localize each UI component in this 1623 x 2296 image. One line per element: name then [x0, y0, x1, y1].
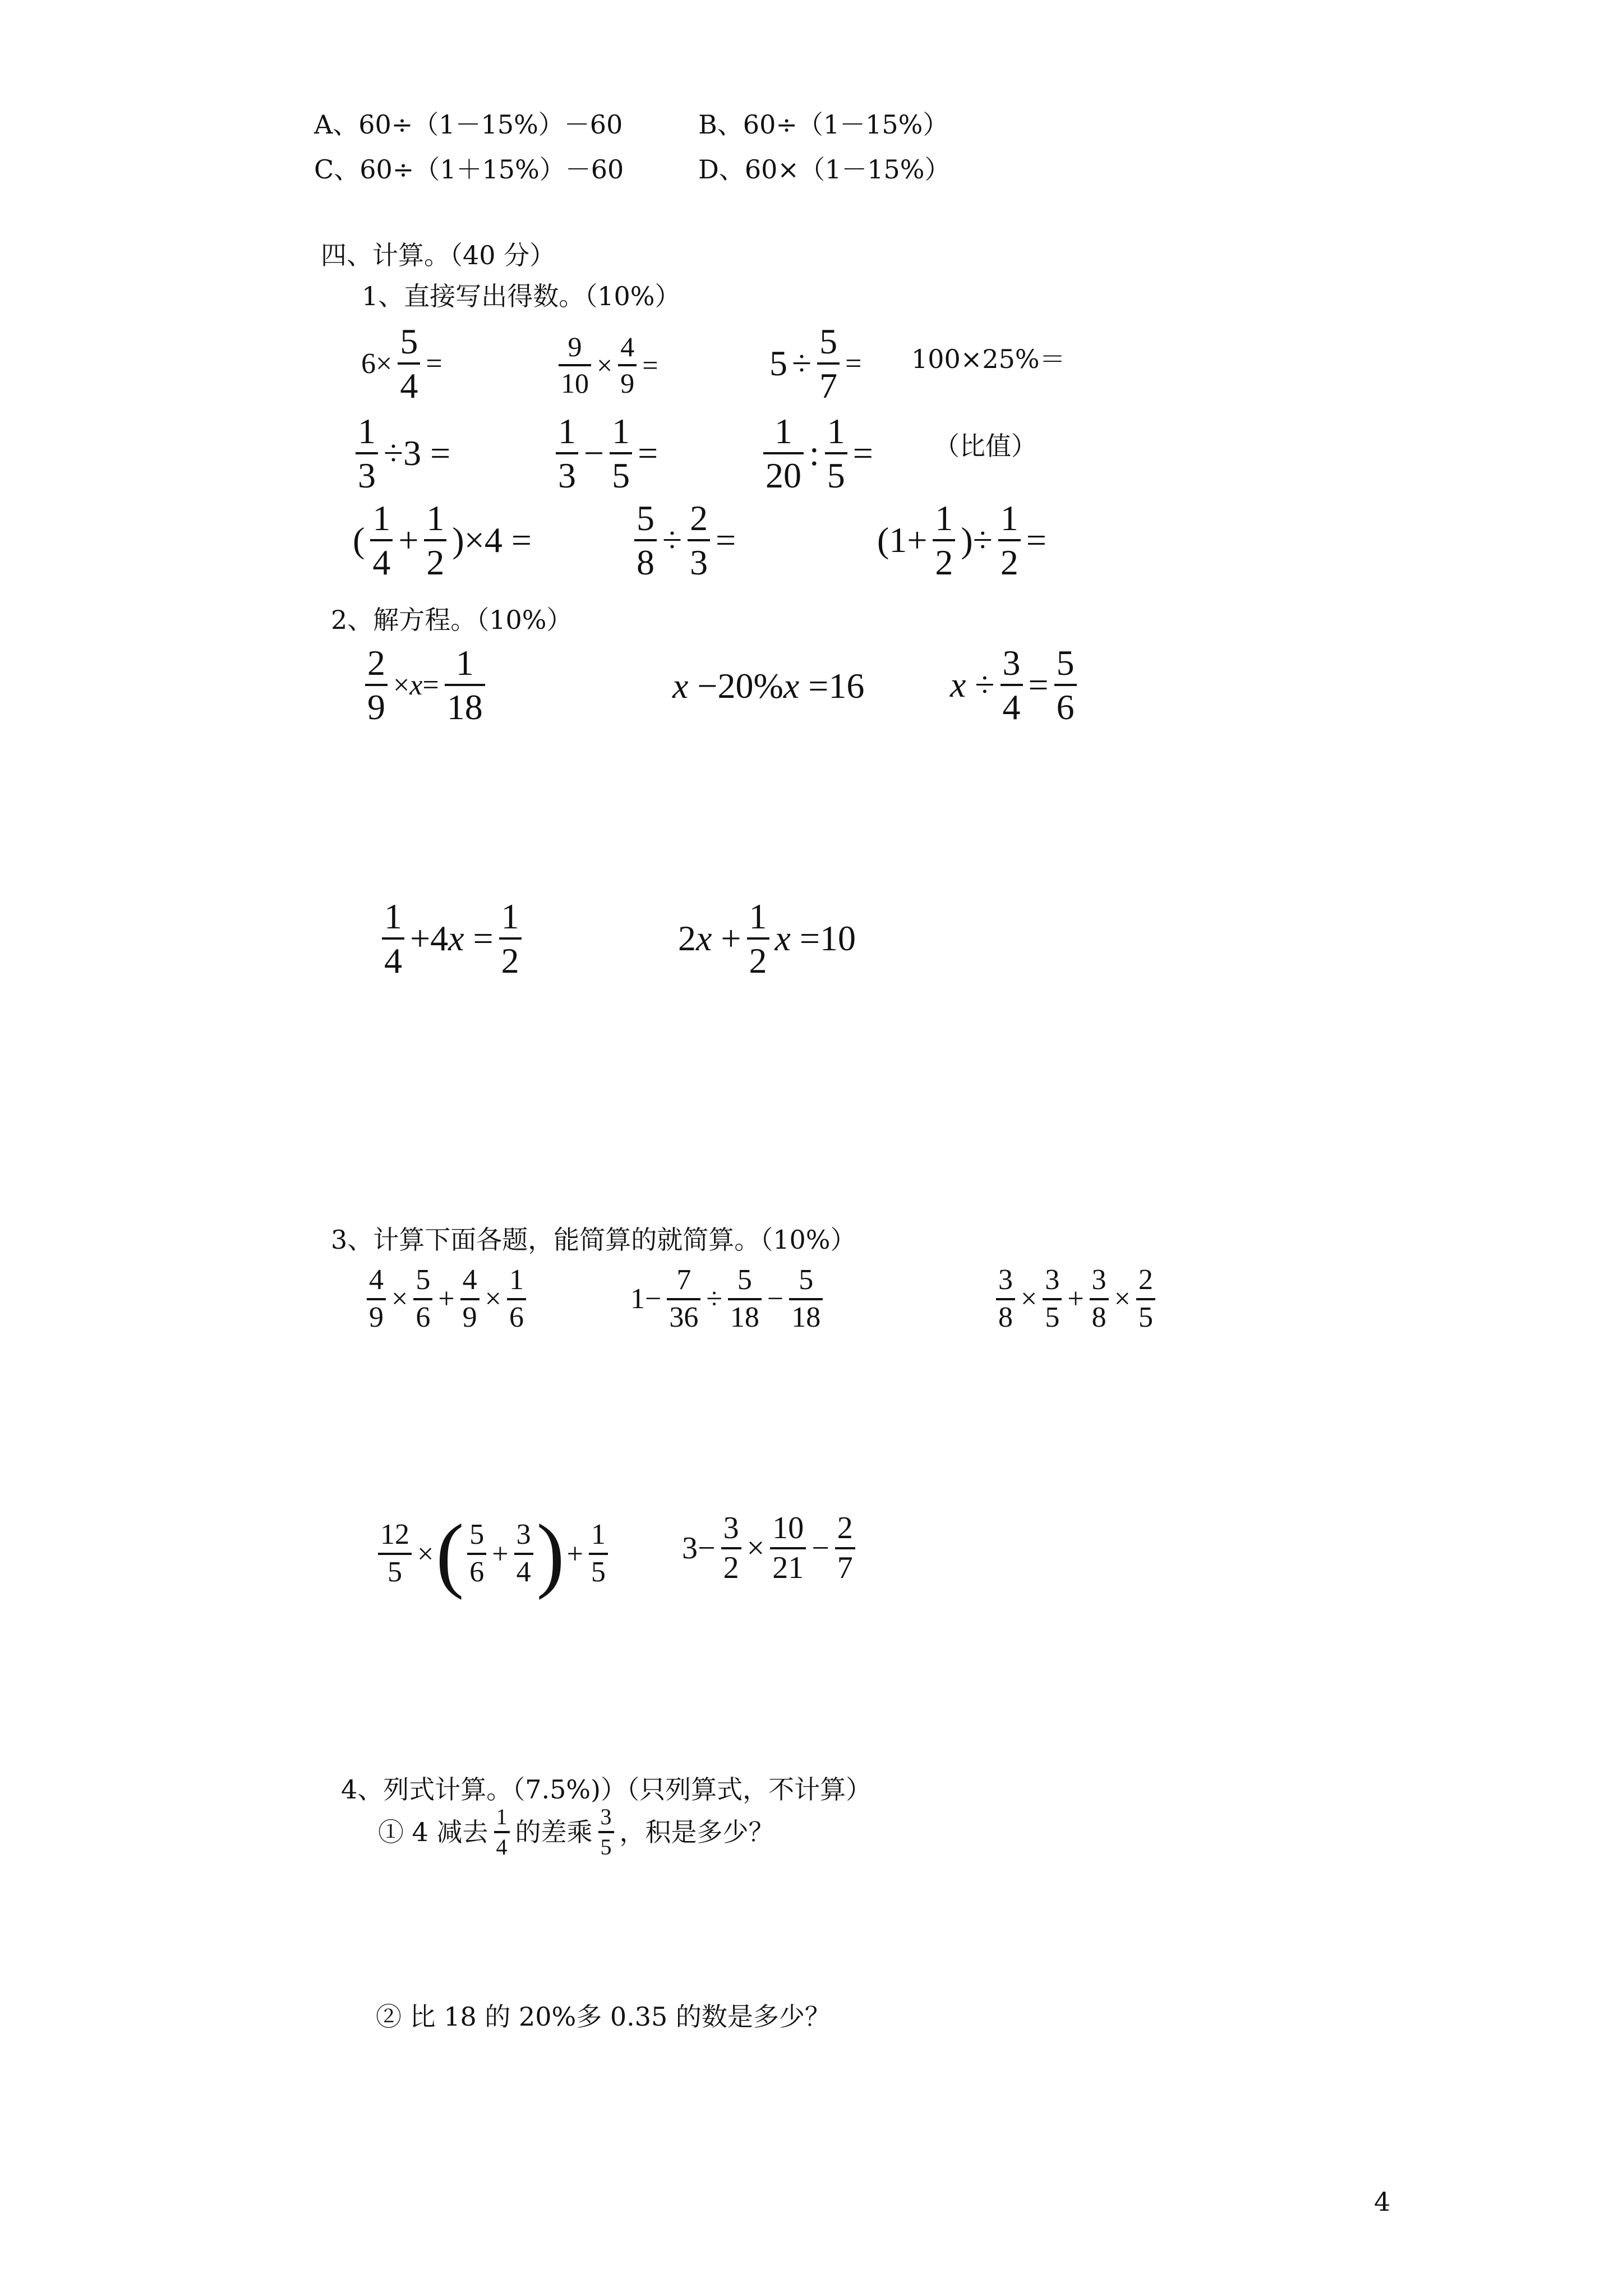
q2-eq-3: x ÷ $\frac{3}{4}$ = $\frac{5}{6}$ — [948, 644, 1080, 726]
q2-title: 2、解方程。（10%） — [331, 605, 573, 635]
q1-expr-9: $\frac{5}{8}$ ÷ $\frac{2}{3}$ = — [631, 499, 738, 581]
q1-expr-6: $\frac{1}{3}$ − $\frac{1}{5}$ = — [552, 412, 660, 494]
q1-title: 1、直接写出得数。（10%） — [362, 281, 681, 311]
q2-eq-2: x −20%x =16 — [672, 666, 865, 706]
choice-a: A、60÷（1－15%）－60 — [314, 109, 623, 140]
q1-note-ratio: （比值） — [934, 431, 1037, 461]
q1-expr-10: (1+ $\frac{1}{2}$ )÷ $\frac{1}{2}$ = — [877, 498, 1046, 583]
q1-expr-1: 6× $\frac{5}{4}$ = — [361, 321, 442, 406]
q1-expr-3: 5 ÷ $\frac{5}{7}$ = — [769, 321, 862, 406]
q4-title: 4、列式计算。（7.5%)）（只列算式，不计算） — [341, 1774, 872, 1805]
q3-expr-2: 1− $\frac{7}{36}$ ÷ $\frac{5}{18}$ − $\frac{5}{18}$ — [628, 1265, 826, 1333]
q3-expr-1: $\frac{4}{9}$ × $\frac{5}{6}$ + $\frac{4}{9}$ × $\frac{1}{6}$ — [363, 1265, 529, 1333]
q1-expr-7: $\frac{1}{20}$ : $\frac{1}{5}$ = — [760, 412, 875, 494]
section-title: 四、计算。（40 分） — [321, 240, 556, 270]
q3-expr-5: 3− $\frac{3}{2}$ × $\frac{10}{21}$ − $\frac{2}{7}$ — [680, 1512, 859, 1585]
q2-eq-4: $\frac{1}{4}$ +4x = $\frac{1}{2}$ — [379, 898, 525, 979]
q4-item1-mid: 的差乘 — [515, 1817, 593, 1847]
page-number: 4 — [1374, 2187, 1391, 2217]
q1-expr-5: $\frac{1}{3}$ ÷3 = — [352, 412, 453, 494]
q2-eq-5: 2x + $\frac{1}{2}$ x =10 — [678, 896, 856, 981]
q4-item-1: ① 4 减去 $\frac{1}{4}$ 的差乘 $\frac{3}{5}$ ，积是多少？ — [378, 1804, 774, 1860]
q3-expr-4: $\frac{12}{5}$ ×( $\frac{5}{6}$ + $\frac{3}{4}$ )+ $\frac{1}{5}$ — [375, 1512, 611, 1596]
q4-item1-prefix: ① 4 减去 — [378, 1817, 488, 1847]
q2-eq-1: $\frac{2}{9}$ ×x= $\frac{1}{18}$ — [362, 644, 488, 726]
q4-item-2: ② 比 18 的 20%多 0.35 的数是多少？ — [376, 2001, 831, 2032]
q3-title: 3、计算下面各题，能简算的就简算。（10%） — [331, 1225, 856, 1255]
q1-expr-4: 100×25%＝ — [911, 344, 1066, 374]
choice-d: D、60×（1－15%） — [698, 154, 951, 185]
q1-expr-8: ( $\frac{1}{4}$ + $\frac{1}{2}$ )×4 = — [353, 498, 532, 583]
q1-expr-2: $\frac{9}{10}$ × $\frac{4}{9}$ = — [555, 332, 660, 398]
q4-item1-suffix: ，积是多少？ — [619, 1817, 774, 1847]
q3-expr-3: $\frac{3}{8}$ × $\frac{3}{5}$ + $\frac{3}{8}$ × $\frac{2}{5}$ — [993, 1265, 1159, 1333]
choice-c: C、60÷（1＋15%）－60 — [314, 154, 624, 185]
choice-b: B、60÷（1－15%） — [698, 109, 949, 140]
